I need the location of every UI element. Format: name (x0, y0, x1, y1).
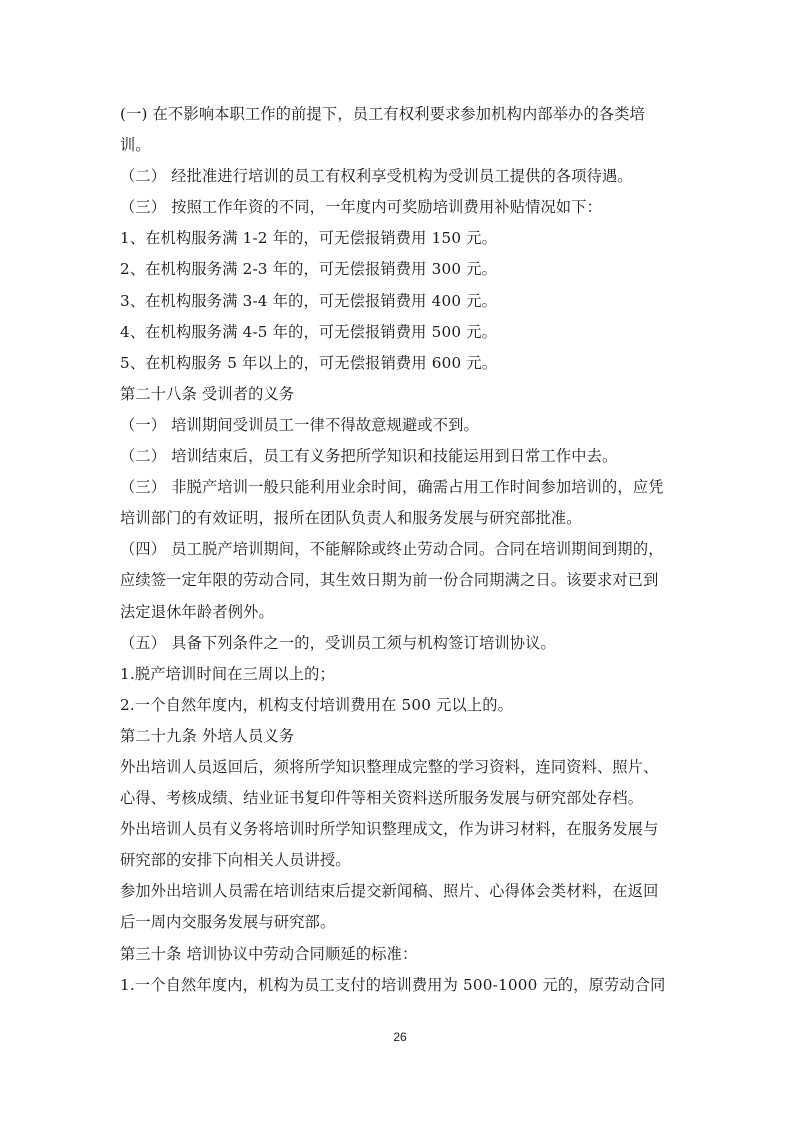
text-line: （三） 非脱产培训一般只能利用业余时间，确需占用工作时间参加培训的，应凭 (120, 478, 664, 497)
text-line: (一) 在不影响本职工作的前提下，员工有权利要求参加机构内部举办的各类培 (120, 105, 646, 123)
text-line: 应续签一定年限的劳动合同，其生效日期为前一份合同期满之日。该要求对已到 (120, 571, 659, 590)
list-item: 5、在机构服务 5 年以上的，可无偿报销费用 600 元。 (120, 353, 498, 372)
text-line: 研究部的安排下向相关人员讲授。 (120, 851, 351, 870)
list-item: 1、在机构服务满 1-2 年的，可无偿报销费用 150 元。 (120, 229, 497, 248)
text-line: 外出培训人员有义务将培训时所学知识整理成文，作为讲习材料，在服务发展与 (120, 820, 659, 839)
text-line: （四） 员工脱产培训期间，不能解除或终止劳动合同。合同在培训期间到期的， (120, 540, 664, 559)
text-line: 参加外出培训人员需在培训结束后提交新闻稿、照片、心得体会类材料，在返回 (120, 882, 659, 901)
text-line: （二） 培训结束后，员工有义务把所学知识和技能运用到日常工作中去。 (120, 447, 618, 466)
article-heading: 第二十八条 受训者的义务 (120, 384, 295, 403)
list-item: 2.一个自然年度内，机构支付培训费用在 500 元以上的。 (120, 695, 514, 714)
text-line: 法定退休年龄者例外。 (120, 602, 274, 621)
document-body (120, 99, 690, 1001)
list-item: 3、在机构服务满 3-4 年的，可无偿报销费用 400 元。 (120, 291, 497, 310)
text-line: 训。 (120, 136, 151, 155)
page-number: 26 (393, 1030, 407, 1044)
text-line: 外出培训人员返回后，须将所学知识整理成完整的学习资料，连同资料、照片、 (120, 757, 659, 776)
list-item: 2、在机构服务满 2-3 年的，可无偿报销费用 300 元。 (120, 260, 497, 279)
text-line: （一） 培训期间受训员工一律不得故意规避或不到。 (120, 415, 479, 434)
text-line: （二） 经批准进行培训的员工有权利享受机构为受训员工提供的各项待遇。 (120, 167, 633, 186)
text-line: 心得、考核成绩、结业证书复印件等相关资料送所服务发展与研究部处存档。 (120, 789, 644, 808)
article-heading: 第三十条 培训协议中劳动合同顺延的标准： (120, 944, 418, 963)
list-item: 1.一个自然年度内，机构为员工支付的培训费用为 500-1000 元的，原劳动合同 (120, 975, 666, 994)
list-item: 1.脱产培训时间在三周以上的； (120, 664, 335, 683)
article-heading: 第二十九条 外培人员义务 (120, 726, 295, 745)
text-line: 培训部门的有效证明，报所在团队负责人和服务发展与研究部批准。 (120, 509, 582, 528)
text-line: （三） 按照工作年资的不同，一年度内可奖励培训费用补贴情况如下： (120, 198, 603, 217)
list-item: 4、在机构服务满 4-5 年的，可无偿报销费用 500 元。 (120, 322, 497, 341)
text-line: （五） 具备下列条件之一的，受训员工须与机构签订培训协议。 (120, 633, 556, 652)
text-line: 后一周内交服务发展与研究部。 (120, 913, 336, 932)
